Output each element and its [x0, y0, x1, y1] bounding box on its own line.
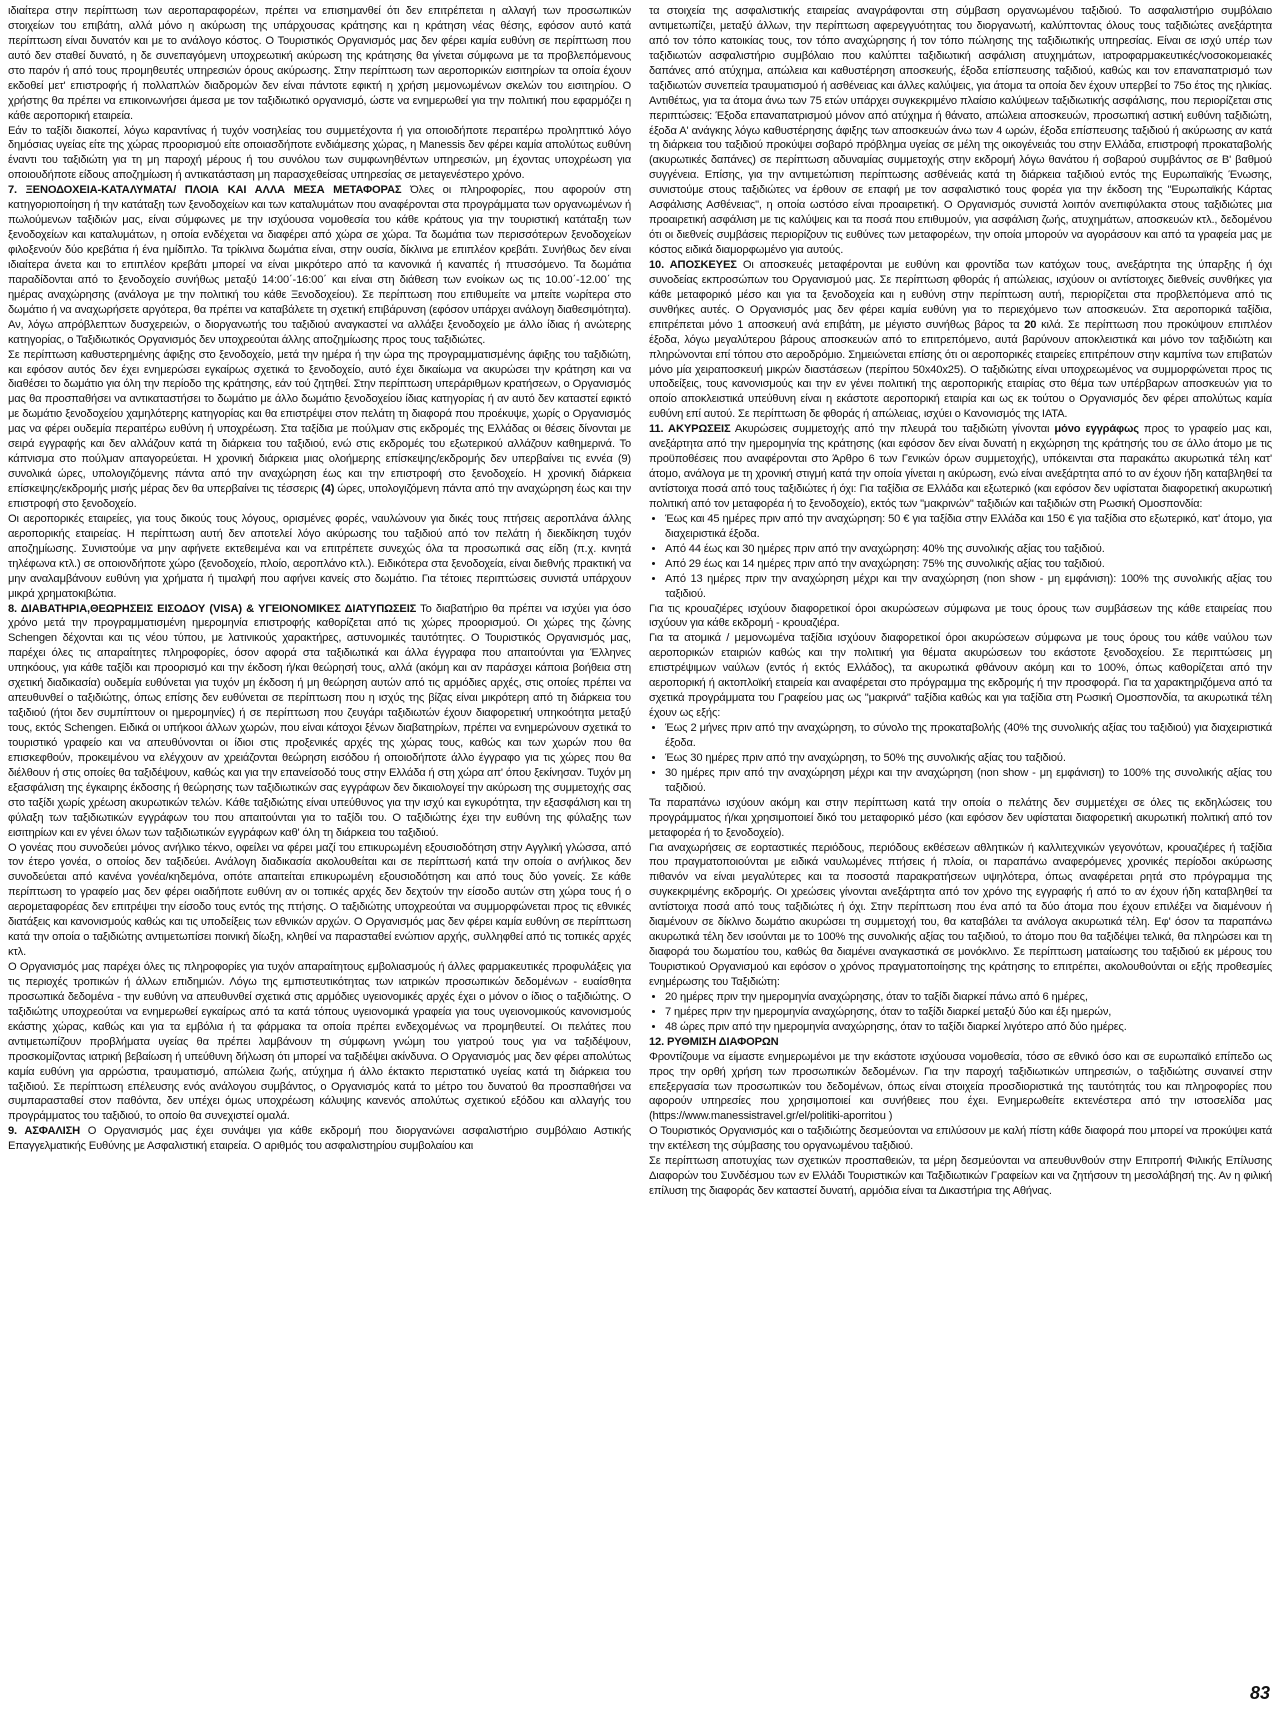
- list-item: • Έως και 45 ημέρες πριν από την αναχώρηση: 50 € για ταξίδια στην Ελλάδα και 150 € για ταξίδια στο εξωτερικό, κατ' άτομο, για διαχειριστικά έξοδα.: [665, 512, 1272, 542]
- list-item: • 48 ώρες πριν από την ημερομηνία αναχώρησης, όταν το ταξίδι διαρκεί λιγότερο από δύο ημέρες.: [665, 1020, 1272, 1035]
- list-item: • Από 29 έως και 14 ημέρες πριν από την αναχώρηση: 75% της συνολικής αξίας του ταξιδιού.: [665, 557, 1272, 572]
- section-11-paragraph-4: Τα παραπάνω ισχύουν ακόμη και στην περίπτωση κατά την οποία ο πελάτης δεν συμμετέχει σε όλες τις εκδηλώσεις του προγράμματος ή/και χρησιμοποιεί δικό του μεταφορικό μέσο (και εφόσον δεν υφίσταται διαφορετική ακυρωτική πολιτική από τον μεταφορέα ή το ξενοδοχείο).: [649, 796, 1272, 839]
- section-11-text-a: Ακυρώσεις συμμετοχής από την πλευρά του ταξιδιώτη γίνονται: [730, 423, 1055, 436]
- list-item: • 30 ημέρες πριν από την αναχώρηση μέχρι και την αναχώρηση (non show - μη εμφάνιση) το 100% της συνολικής αξίας του ταξιδιού.: [665, 766, 1272, 796]
- section-9-heading: 9. ΑΣΦΑΛΙΣΗ: [8, 1125, 80, 1138]
- long-haul-fees-list: [649, 721, 1272, 796]
- section-10-heading: 10. ΑΠΟΣΚΕΥΕΣ: [649, 258, 737, 271]
- section-8-heading: 8. ΔΙΑΒΑΤΗΡΙΑ,ΘΕΩΡΗΣΕΙΣ ΕΙΣΟΔΟΥ (VISA) & ΥΓΕΙΟΝΟΜΙΚΕΣ ΔΙΑΤΥΠΩΣΕΙΣ: [8, 602, 417, 615]
- section-7-heading: 7. ΞΕΝΟΔΟΧΕΙΑ-ΚΑΤΑΛΥΜΑΤΑ/ ΠΛΟΙΑ ΚΑΙ ΑΛΛΑ ΜΕΣΑ ΜΕΤΑΦΟΡΑΣ: [8, 184, 402, 197]
- list-item: • 20 ημέρες πριν την ημερομηνία αναχώρησης, όταν το ταξίδι διαρκεί πάνω από 6 ημέρες,: [665, 990, 1272, 1005]
- list-item: • Από 13 ημέρες πριν την αναχώρηση μέχρι και την αναχώρηση (non show - μη εμφάνιση): 100% της συνολικής αξίας του ταξιδιού.: [665, 572, 1272, 602]
- section-11-paragraph-5: Για αναχωρήσεις σε εορταστικές περιόδους, περιόδους εκθέσεων αθλητικών ή καλλιτεχνικών γεγονότων, κρουαζιέρες ή ταξίδια που πραγματοποιούνται με ειδικά ναυλωμένες πτήσεις ή πλοία, οι παραπάνω αναφερόμενες χρονικές περίοδοι ακύρωσης πιθανόν να είναι μεγαλύτερες και τα ποσοστά παρακρατήσεων υψηλότερα, όπως αναφέρεται ρητά στο πρόγραμμα της συγκεκριμένης εκδρομής. Οι χρεώσεις γίνονται ανεξάρτητα από τον χρόνο της εγγραφής ή από το αν έχουν ήδη καταβληθεί τα αντίστοιχα ποσά από τους ταξιδιώτες ή όχι. Στην περίπτωση που ένα από τα δύο άτομα που έχουν επιλέξει να διαμένουν ή διαμένουν σε δίκλινο δωμάτιο ακυρώσει τη συμμετοχή του, θα καταβάλει τα ανάλογα ακυρωτικά τέλη. Εφ' όσον τα παραπάνω ακυρωτικά τέλη δεν ισούνται με το 100% της συνολικής αξίας του ταξιδιού, το άτομο που θα ταξιδέψει τελικά, θα πληρώσει και τη διαφορά του δωματίου του, καθώς θα διαμένει αναγκαστικά σε μονόκλινο. Σε περίπτωση ματαίωσης του ταξιδιού εκ μέρους του Τουριστικού Οργανισμού και εφόσον ο χρόνος πραγματοποίησης της κράτησης το επιτρέπει, ακολουθούνται οι εξής προθεσμίες ενημέρωσης του Ταξιδιώτη:: [649, 841, 1272, 988]
- written-only-bold: μόνο εγγράφως: [1054, 423, 1139, 436]
- section-12-paragraph-2: Ο Τουριστικός Οργανισμός και ο ταξιδιώτης δεσμεύονται να επιλύσουν με καλή πίστη κάθε διαφορά που μπορεί να προκύψει κατά την εκτέλεση της σύμβασης του οργανωμένου ταξιδιού.: [649, 1125, 1272, 1153]
- list-item: • 7 ημέρες πριν την ημερομηνία αναχώρησης, όταν το ταξίδι διαρκεί μεταξύ δύο και έξι ημερών,: [665, 1005, 1272, 1020]
- list-item: • Έως 30 ημέρες πριν από την αναχώρηση, το 50% της συνολικής αξίας του ταξιδιού.: [665, 751, 1272, 766]
- section-10-text-a: Οι αποσκευές μεταφέρονται με ευθύνη και φροντίδα των κατόχων τους, ανεξάρτητα της ύπαρξης ή όχι συνοδείας εκπροσώπων του Οργανισμού μας. Σε περίπτωση φθοράς ή απώλειας, ισχύουν οι αντίστοιχες διεθνείς συνθήκες για κάθε μεταφορικό μέσο και για τα ξενοδοχεία και η ευθύνη στην περίπτωση αυτή, περιορίζεται στα προβλεπόμενα από τις συνθήκες αυτές. Ο Οργανισμός μας δεν φέρει καμία ευθύνη για το περιεχόμενο των αποσκευών. Στα αεροπορικά ταξίδια, επιτρέπεται μόνο 1 αποσκευή ανά επιβάτη, με μέγιστο συνήθως βάρος τα: [649, 258, 1272, 331]
- left-column: [8, 4, 631, 1679]
- section-10: [649, 258, 1272, 422]
- section-8-text: Το διαβατήριο θα πρέπει να ισχύει για όσο χρόνο μετά την προγραμματισμένη ημερομηνία επιστροφής καθορίζεται από τις χώρες προορισμού. Οι χώρες της ζώνης Schengen δέχονται και τις νέου τύπου, με λατινικούς χαρακτήρες, αστυνομικές ταυτότητες. Ο Τουριστικός Οργανισμός μας, παρέχει όλες τις απαραίτητες πληροφορίες, όσον αφορά στα ταξιδιωτικά και άλλα έγγραφα που απαιτούνται για Έλληνες υπηκόους, για κάθε ταξίδι και προορισμό και την έκδοση ή/και θεώρησή τους, αλλά (ακόμη και αν παράσχει κάποια βοήθεια στη σχετική διαδικασία) ουδεμία ευθύνεται για τυχόν μη έκδοση ή μη θεώρηση αυτών από τις αρμόδιες αρχές, στις οποίες πρέπει να απευθυνθεί ο ταξιδιώτης, όπως επίσης δεν ευθύνεται σε περίπτωση που η ισχύς της βίζας είναι μικρότερη από τη διάρκεια του ταξιδιού (ήτοι δεν συμπίπτουν οι ημερομηνίες) ή σε περίπτωση που ζευγάρι ταξιδιωτών έχουν διαφορετική υπηκοότητα μεταξύ τους, εκτός Schengen. Ειδικά οι υπήκοοι άλλων χωρών, που είναι κάτοχοι ξένων διαβατηρίων, πρέπει να ενημερώνουν σχετικά το τουριστικό γραφείο και να απευθύνονται οι ίδιοι στις προξενικές αρχές της χώρας τους, καθώς και των χωρών που θα επισκεφθούν, προκειμένου να ελέγχουν αν χρειάζονται θεώρηση εισόδου ή οποιοδήποτε άλλο έγγραφο για τις χώρες που θα διέλθουν ή στις οποίες θα ταξιδέψουν, καθώς και για την επανείσοδό τους στην Ελλάδα ή στη χώρα απ' όπου ξεκίνησαν. Τυχόν μη εξασφάλιση της έγκαιρης έκδοσης ή θεώρησης των ταξιδιωτικών σας εγγράφων δεν δικαιολογεί την ακύρωση της συμμετοχής σας στο ταξίδι χωρίς χρέωση ακυρωτικών τελών. Κάθε ταξιδιώτης είναι υπεύθυνος για την ισχύ και εγκυρότητα, την εξασφάλιση και τη φύλαξη των ταξιδιωτικών εγγράφων του που απαιτούνται για το ταξίδι του. Ο ταξιδιώτης έχει την ευθύνη της φύλαξης των εισιτηρίων και εν γένει όλων των ταξιδιωτικών εγγράφων καθ' όλη τη διάρκεια του ταξιδιού.: [8, 602, 631, 839]
- page-number: 83: [1249, 1683, 1270, 1703]
- section-8-paragraph-3: Ο Οργανισμός μας παρέχει όλες τις πληροφορίες για τυχόν απαραίτητους εμβολιασμούς ή άλλες φαρμακευτικές προφυλάξεις για τις περιοχές τροπικών ή άλλων επιδημιών. Λόγω της εμπιστευτικότητας των ιατρικών προσωπικών δεδομένων - ευαίσθητα προσωπικά δεδομένα - την ευθύνη να απευθυνθεί σχετικά στις αρμόδιες υγειονομικές αρχές έχει ο μόνον ο ίδιος ο ταξιδιώτης. Ο ταξιδιώτης υποχρεούται να ενημερωθεί εγκαίρως από τα κατά τόπους υγειονομικά γραφεία για τους υγειονομικούς κανονισμούς εκάστης χώρας, καθώς και για τα εμβόλια ή τα φάρμακα τα οποία πρέπει ενδεχομένως να προμηθευτεί. Οι πελάτες που αντιμετωπίζουν προβλήματα υγείας θα πρέπει λαμβάνουν τη σύμφωνη γνώμη του γιατρού τους για να ταξιδέψουν, προσκομίζοντας ιατρική βεβαίωση ή υπεύθυνη δήλωση ότι μπορεί να ταξιδέψει ακίνδυνα. Ο Οργανισμός μας δεν φέρει απολύτως καμία ευθύνη για αρρώστια, τραυματισμό, απώλεια ζωής, ατύχημα ή άλλο έκτακτο περιστατικό υγείας κατά τη διάρκεια του ταξιδιού. Σε περίπτωση επέλευσης ενός ανάλογου συμβάντος, ο Οργανισμός κατά το μέτρο του δυνατού θα προσπαθήσει να συμπαρασταθεί στον παθόντα, δεν υπέχει όμως υποχρέωση κάλυψης κανενός απολύτως σχετικού εξόδου και αλλαγής του προγράμματος του ταξιδιού, το οποίο θα συνεχιστεί ομαλά.: [8, 961, 631, 1123]
- list-item: • Από 44 έως και 30 ημέρες πριν από την αναχώρηση: 40% της συνολικής αξίας του ταξιδιού.: [665, 542, 1272, 557]
- notification-deadlines-list: [649, 990, 1272, 1035]
- section-7: [8, 183, 631, 347]
- section-11-text-b: προς το γραφείο μας και, ανεξάρτητα από την ημερομηνία της κράτησης (και εφόσον δεν είναι δυνατή η εκχώρηση της κράτησής του σε άλλο άτομο με τις προϋποθέσεις που αναφέρονται στο Άρθρο 6 των Γενικών όρων συμμετοχής), υπόκεινται στα παρακάτω ακυρωτικά τέλη κατ' άτομο, ανάλογα με τη χρονική στιγμή κατά την οποία γίνεται η ακύρωση, ενώ είναι ανεξάρτητα από το αν έχουν ήδη καταβληθεί τα αντίστοιχα ποσά από τους ταξιδιώτες ή όχι: Για ταξίδια σε Ελλάδα και εξωτερικό (και εφόσον δεν υφίσταται διαφορετική ακυρωτική πολιτική από τον μεταφορέα ή το ξενοδοχείο), εκτός των "μακρινών" ταξιδιών και ταξιδιών στη Ρωσική Ομοσπονδία:: [649, 423, 1272, 510]
- section-7-text: Όλες οι πληροφορίες, που αφορούν στη κατηγοριοποίηση ή την κατάταξη των ξενοδοχείων και των καταλυμάτων που αναφέρονται στα προγράμματα των οργανωμένων ή πωλούμενων ταξιδιών μας, είναι σύμφωνες με την ισχύουσα νομοθεσία του κάθε κράτους για την τουριστική κατάταξη των ξενοδοχείων και καταλυμάτων, η οποία ενδέχεται να διαφέρει από χώρα σε χώρα. Τα δωμάτια των περισσότερων ξενοδοχείων φιλοξενούν δύο κρεβάτια ή ένα ημίδιπλο. Τα τρίκλινα δωμάτια είναι, στην ουσία, δίκλινα με επιπλέον κρεβάτι. Συνήθως δεν είναι ιδιαίτερα άνετα και το επιπλέον κρεβάτι μπορεί να είναι μικρότερο από τα κανονικά ή καναπές ή πτυσσόμενο. Τα δωμάτια παραδίδονται από το ξενοδοχείο συνήθως μεταξύ 14:00΄-16:00΄ και είναι στη διάθεση των ενοίκων ως τις 10.00΄-12.00΄ της ημέρας αναχώρησης (ανάλογα με την πολιτική του κάθε Ξενοδοχείου). Σε περίπτωση που επιθυμείτε να μπείτε νωρίτερα στο δωμάτιο ή να αναχωρήσετε αργότερα, θα πρέπει να καταβάλετε τη σχετική επιβάρυνση (εφόσον υπάρχει ανάλογη διαθεσιμότητα). Αν, λόγω απρόβλεπτων δυσχερειών, ο διοργανωτής του ταξιδιού αναγκαστεί να αλλάξει ξενοδοχείο με άλλο ίδιας ή ανώτερης κατηγορίας, ο Ταξιδιωτικός Οργανισμός δεν υποχρεούται άλλης αποζημίωσης προς τους ταξιδιώτες.: [8, 184, 631, 346]
- section-11-heading: 11. ΑΚΥΡΩΣΕΙΣ: [649, 423, 731, 436]
- list-item: • Έως 2 μήνες πριν από την αναχώρηση, το σύνολο της προκαταβολής (40% της συνολικής αξίας του ταξιδιού) για διαχειριστικά έξοδα.: [665, 721, 1272, 751]
- section-10-text-b: κιλά. Σε περίπτωση που προκύψουν επιπλέον έξοδα, λόγω μεγαλύτερου βάρους αποσκευών από το επιτρεπόμενο, αυτά βαρύνουν αποκλειστικά και μόνο τον ταξιδιώτη και πληρώνονται επί τόπου στο αεροδρόμιο. Σημειώνεται επίσης ότι οι αεροπορικές εταιρείες επιτρέπουν στην καμπίνα των επιβατών μόνο μία χειραποσκευή μικρών διαστάσεων (περίπου 50x40x25). Ο ταξιδιώτης είναι υποχρεωμένος να συμμορφώνεται προς τις υποδείξεις, τους κανονισμούς και την εν γένει πολιτική της αεροπορικής εταιρίας στο θέμα των υπέρβαρων αποσκευών για το οποίο αποκλειστικά υπεύθυνη είναι η εκάστοτε αεροπορική εταιρία και ως εκ τούτου ο Οργανισμός δεν φέρει απολύτως καμία ευθύνη επί αυτού. Σε περίπτωση δε φθοράς ή απώλειας, ισχύει ο Κανονισμός της IATA.: [649, 318, 1272, 421]
- section-8-paragraph-2: Ο γονέας που συνοδεύει μόνος ανήλικο τέκνο, οφείλει να φέρει μαζί του επικυρωμένη εξουσιοδότηση στην Αγγλική γλώσσα, από τον έτερο γονέα, ο οποίος δεν ταξιδεύει. Ανάλογη διαδικασία ακολουθείται και σε περίπτωσή κατά την οποία ο ανήλικος δεν συνοδεύεται από κανένα γονέα/κηδεμόνα, οπότε απαιτείται επικυρωμένη εξουσιοδότηση και από τους δύο γονείς. Σε κάθε περίπτωση το γραφείο μας δεν φέρει οιαδήποτε ευθύνη αν οι τοπικές αρχές δεν δεχτούν την είσοδο αυτών στη χώρα τους ή ο αερομεταφορέας δεν επιτρέψει την είσοδο τους εντός της πτήσης. Ο ταξιδιώτης υποχρεούται να συμμορφώνεται προς τις εθνικές διατάξεις και κανονισμούς καθώς και τις υποδείξεις των εθνικών αρχών. Ο Οργανισμός μας δεν φέρει καμία ευθύνη σε περίπτωση κατά την οποία ο ταξιδιώτης αντιμετωπίσει ποινική δίωξη, κληθεί να παρασταθεί ενώπιον αρχής, συλληφθεί από τις τοπικές αρχές κτλ.: [8, 841, 631, 959]
- section-9: [8, 1124, 631, 1154]
- two-column-layout: [8, 4, 1272, 1679]
- section-8: [8, 602, 631, 841]
- right-column: [649, 4, 1272, 1679]
- section-11: [649, 422, 1272, 512]
- section-12-paragraph-3: Σε περίπτωση αποτυχίας των σχετικών προσπαθειών, τα μέρη δεσμεύονται να απευθυνθούν στην Επιτροπή Φιλικής Επίλυσης Διαφορών του Συνδέσμου των εν Ελλάδι Τουριστικών και Ταξιδιωτικών Γραφείων και να ζητήσουν τη μεσολάβησή της. Αν η φιλική επίλυση της διαφοράς δεν καταστεί δυνατή, αρμόδια είναι τα Δικαστήρια της Αθήνας.: [649, 1155, 1272, 1198]
- section-7-paragraph-2-text-a: Σε περίπτωση καθυστερημένης άφιξης στο ξενοδοχείο, μετά την ημέρα ή την ώρα της προγραμματισμένης άφιξης του ταξιδιώτη, και εφόσον αυτός δεν έχει ενημερώσει εγκαίρως σχετικά το ξενοδοχείο, αυτό έχει δικαίωμα να ακυρώσει την κράτηση και να διαθέσει το δωμάτιο για όλη την περίοδο της κράτησης, εάν τού ζητηθεί. Στην περίπτωση υπεράριθμων κρατήσεων, ο Οργανισμός μας θα προσπαθήσει να αντικαταστήσει το δωμάτιο με άλλο δωμάτιο ξενοδοχείου ίδιας κατηγορίας ή αν αυτό δεν καταστεί εφικτό με δωμάτιο ξενοδοχείου χαμηλότερης κατηγορίας και θα επιστρέψει στον πελάτη τη διαφορά που προέκυψε, χωρίς ο Οργανισμός μας να φέρει ουδεμία περαιτέρω ευθύνη ή υποχρέωση. Στα ταξίδια με πούλμαν στις εκδρομές της Ελλάδας οι θέσεις δίνονται με σειρά εγγραφής και δεν αλλάζουν κατά τη διάρκεια του ταξιδιού, ενώ στις εκδρομές του εξωτερικού αλλάζουν καθημερινά. Το κάπνισμα στο πούλμαν απαγορεύεται. Η χρονική διάρκεια μιας ολοήμερης επίσκεψης/εκδρομής δεν υπερβαίνει τις εννέα (9) συνολικά ώρες, υπολογιζόμενης πάντα από την αναχώρηση έως και την επιστροφή στο ξενοδοχείο. Η χρονική διάρκεια επίσκεψης/εκδρομής μισής μέρας δεν θα υπερβαίνει τις τέσσερις: [8, 348, 631, 495]
- section-12-paragraph-1: Φροντίζουμε να είμαστε ενημερωμένοι με την εκάστοτε ισχύουσα νομοθεσία, τόσο σε εθνικό όσο και σε ευρωπαϊκό επίπεδο ως προς την ορθή χρήση των προσωπικών δεδομένων. Για την παροχή ταξιδιωτικών υπηρεσιών, ο ταξιδιώτης συναινεί στην επεξεργασία των προσωπικών του δεδομένων, όπως είναι στοιχεία προσδιοριστικά της ταυτότητάς του και πληροφορίες που αφορούν υπηρεσίες που χρησιμοποιεί και συνήθειες που έχει. Ενημερωθείτε εκτενέστερα από την ιστοσελίδα μας (https://www.manessistravel.gr/el/politiki-aporritou ): [649, 1050, 1272, 1123]
- paragraph-quarantine: Εάν το ταξίδι διακοπεί, λόγω καραντίνας ή τυχόν νοσηλείας του συμμετέχοντα ή για οποιοδήποτε περαιτέρω προληπτικό λόγο δημόσιας υγείας είτε της χώρας προορισμού είτε οποιασδήποτε ενδιάμεσης χώρας, η Manessis δεν φέρει καμία απολύτως ευθύνη έναντι του ταξιδιώτη για τη μη παροχή μέρους ή του συνόλου των συμφωνηθέντων υπηρεσιών, μη έχοντας υποχρέωση για οποιουδήποτε είδους αποζημίωση ή αντικατάσταση μη παρασχεθείσας υπηρεσίας σε μεταγενέστερο χρόνο.: [8, 124, 631, 182]
- section-9-paragraph-2: τα στοιχεία της ασφαλιστικής εταιρείας αναγράφονται στη σύμβαση οργανωμένου ταξιδιού. Το ασφαλιστήριο συμβόλαιο αντιμετωπίζει, μεταξύ άλλων, την περίπτωση αφερεγγυότητας του διοργανωτή, καλύπτοντας όλους τους ταξιδιώτες ανεξάρτητα από τον τόπο κατοικίας τους, τον τόπο αναχώρησης ή τον τόπο πώλησης της ταξιδιωτικής υπηρεσίας. Είναι σε ισχύ υπέρ των ταξιδιωτών ασφαλιστήριο συμβόλαιο που καλύπτει ταξιδιωτική ασφάλιση ατυχημάτων, ιατροφαρμακευτικές/νοσοκομειακές δαπάνες από ατύχημα, απώλεια και καθυστέρηση αποσκευής, έξοδα επίσπευσης ταξιδιού, καθώς και τον επαναπατρισμό των ταξιδιωτών συνεπεία τραυματισμού ή ασθένειας και άλλες καλύψεις, για άτομα τα οποία δεν έχουν υπερβεί το 75ο έτος της ηλικίας. Αντιθέτως, για τα άτομα άνω των 75 ετών υπάρχει συγκεκριμένο πλαίσιο καλύψεων ταξιδιωτικής ασφάλισης, που περιορίζεται στις περιπτώσεις: Έξοδα επαναπατρισμού μόνον από ατύχημα ή θάνατο, απώλεια αποσκευών, προσωπική αστική ευθύνη ταξιδιώτη, έξοδα Α' ανάγκης λόγω καθυστέρησης άφιξης των αποσκευών άνω των 4 ωρών, έξοδα επίσπευσης ταξιδιού ή ακύρωσης αν κατά τη διάρκεια του ταξιδιού προκύψει σοβαρό πρόβλημα υγείας σε μέλη της οικογένειάς του στην Ελλάδα, επιστροφή προκαταβολής (ακυρωτικές δαπάνες) σε περίπτωση αδυναμίας συμμετοχής στην εκδρομή λόγω θανάτου ή σοβαρού συμβάντος σε Β' βαθμού συγγένεια. Επίσης, για την αντιμετώπιση περίπτωσης ασθένειάς κατά τη διάρκεια ταξιδιού εντός της Ευρωπαϊκής Ένωσης, συνιστούμε στους ταξιδιώτες να έρθουν σε επαφή με τον ασφαλιστικό τους φορέα για την έκδοση της "Ευρωπαϊκής Κάρτας Ασφάλισης Ασθένειας", η οποία ωστόσο είναι προαιρετική. Ο Οργανισμός συνιστά λοιπόν ανεπιφύλακτα στους ταξιδιώτες μια προαιρετική ασφάλιση με τις καλύψεις και τα ποσά που επιθυμούν, για ασφάλιση ζωής, ατυχημάτων, αποσκευών κτλ., δεδομένου ότι οι διεθνείς συμβάσεις περιορίζουν τις ευθύνες των μεταφορέων, την οποία μπορούν να αγοράσουν και από τα γραφεία μας με κόστος ειδικά διαμορφωμένο για αυτούς.: [649, 5, 1272, 256]
- section-9-text: Ο Οργανισμός μας έχει συνάψει για κάθε εκδρομή που διοργανώνει ασφαλιστήριο συμβόλαιο Αστικής Επαγγελματικής Ευθύνης με Ασφαλιστική εταιρεία. Ο αριθμός του ασφαλιστηρίου συμβολαίου και: [8, 1125, 631, 1153]
- paragraph-intro: ιδιαίτερα στην περίπτωση των αεροπαραφορέων, πρέπει να επισημανθεί ότι δεν επιτρέπεται η αλλαγή των προσωπικών στοιχείων του επιβάτη, αλλά μόνο η ακύρωση της υπάρχουσας κράτησης και η κράτηση νέας θέσης, εφόσον αυτό κατά περίπτωση είναι δυνατόν και με το ανάλογο κόστος. Ο Τουριστικός Οργανισμός μας δεν φέρει καμία ευθύνη σε περίπτωση που αυτό δεν σταθεί δυνατό, η δε συνεπαγόμενη υποχρεωτική ακύρωση της κράτησης θα γίνεται σύμφωνα με τα προβλεπόμενους στο παρόν ή από τους προμηθευτές υπηρεσιών όρους ακύρωσης. Στην περίπτωση των αεροπορικών εισιτηρίων τα οποία έχουν εκδοθεί μετ' επιστροφής ή πολλαπλών διαδρομών δεν είναι πάντοτε εφικτή η χρήση μεμονωμένων σκελών του εισιτηρίου. Ο χρήστης θα πρέπει να επικοινωνήσει άμεσα με τον ταξιδιωτικό οργανισμό, ώστε να ενημερωθεί για την πολιτική που εφαρμόζει η κάθε αεροπορική εταιρεία.: [8, 5, 631, 122]
- section-11-paragraph-3: Για τα ατομικά / μεμονωμένα ταξίδια ισχύουν διαφορετικοί όροι ακυρώσεων σύμφωνα με τους όρους του κάθε ναύλου των αεροπορικών εταιριών καθώς και την πολιτική για θέματα ακυρώσεων του εκάστοτε ξενοδοχείου. Σε περιπτώσεις μη επιστρέψιμων ναύλων (εντός ή εκτός Ελλάδος), τα ακυρωτικά φθάνουν ακόμη και το 100%, όπως καθορίζεται από την αεροπορική ή ακτοπλοϊκή εταιρεία και αναφέρεται στο πρόγραμμα της εκδρομής ή την προσφορά. Για τα χαρακτηριζόμενα από τα σχετικά προγράμματα του Γραφείου μας ως "μακρινά" ταξίδια καθώς και για ταξίδια στη Ρωσική Ομοσπονδία, τα ακυρωτικά τέλη έχουν ως εξής:: [649, 632, 1272, 720]
- section-7-paragraph-3: Οι αεροπορικές εταιρείες, για τους δικούς τους λόγους, ορισμένες φορές, ναυλώνουν για δικές τους πτήσεις αεροπλάνα άλλης αεροπορικής εταιρείας. Η περίπτωση αυτή δεν αποτελεί λόγο ακύρωσης του ταξιδιού από τον πελάτη ή διεκδίκηση τυχόν αποζημίωσης. Συνιστούμε να μην αφήνετε εκτεθειμένα και να επιτρέπετε συνεχώς όλα τα προσωπικά σας είδη (π.χ. κινητά τηλέφωνα κτλ.) σε οποιονδήποτε χώρο (ξενοδοχείο, πλοίο, αεροπλάνο κτλ.). Ειδικότερα στα ξενοδοχεία, είναι διεθνής πρακτική να μην αναλαμβάνουν ευθύνη για χρήματα ή τιμαλφή που αφήνει κανείς στο δωμάτιο. Για τέτοιες περιπτώσεις συνιστά υπάρχουν μικρά χρηματοκιβώτια.: [8, 512, 631, 600]
- section-7-paragraph-2: [8, 348, 631, 512]
- section-7-hours-bold: (4): [321, 483, 335, 495]
- section-12-heading: 12. ΡΥΘΜΙΣΗ ΔΙΑΦΟΡΩΝ: [649, 1035, 779, 1048]
- section-7-paragraph-2-text-b: ώρες, υπολογιζόμενη πάντα από την αναχώρηση έως και την επιστροφή στο ξενοδοχείο.: [8, 483, 631, 510]
- baggage-weight-bold: 20: [1024, 318, 1037, 331]
- cancellation-fees-list: [649, 512, 1272, 602]
- section-11-paragraph-2: Για τις κρουαζιέρες ισχύουν διαφορετικοί όροι ακυρώσεων σύμφωνα με τους όρους των συμβάσεων της κάθε εταιρείας που ισχύουν για κάθε εκδρομή - κρουαζιέρα.: [649, 602, 1272, 630]
